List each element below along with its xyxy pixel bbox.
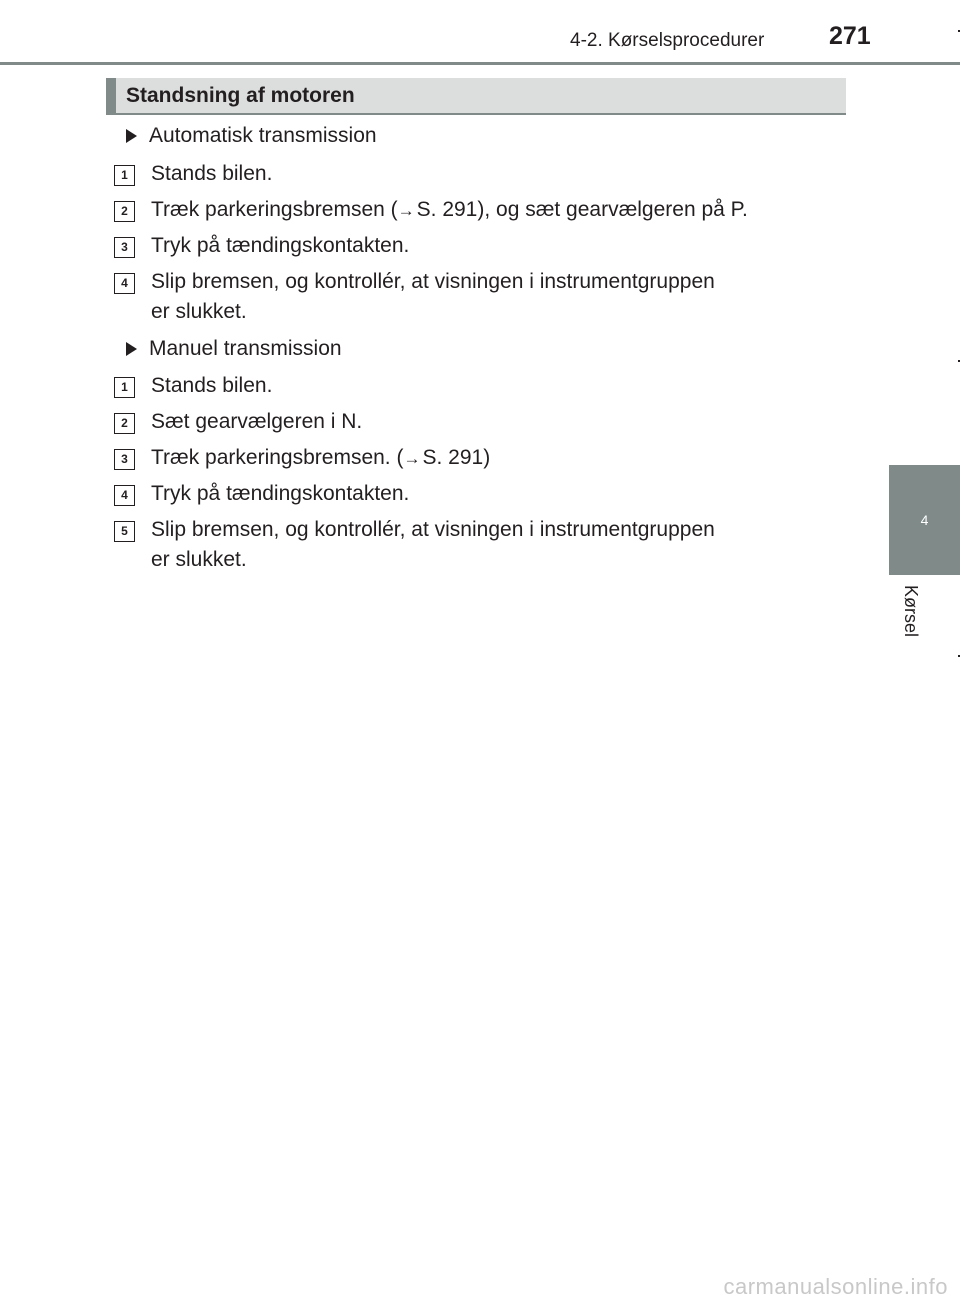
- subheading-automatic: [126, 124, 377, 148]
- step-text: Stands bilen.: [151, 162, 273, 185]
- step-number: 1: [114, 165, 135, 186]
- chapter-tab: [889, 465, 960, 575]
- watermark: carmanualsonline.info: [723, 1274, 948, 1299]
- section-title: 4-2. Kørselsprocedurer: [570, 30, 765, 51]
- step-text: [151, 195, 841, 226]
- subheading-manual: [126, 337, 342, 361]
- page-reference[interactable]: S. 291: [416, 198, 478, 221]
- step-number: 5: [114, 521, 135, 542]
- step-number: 4: [114, 485, 135, 506]
- step-text-line: Slip bremsen, og kontrollér, at visningen i instrumentgruppen: [151, 518, 715, 541]
- step-text: Sæt gearvælgeren i N.: [151, 410, 363, 433]
- step-text-before: Træk parkeringsbremsen (: [151, 198, 398, 221]
- step-text-after: ), og sæt gearvælgeren på P.: [477, 198, 748, 221]
- step-text-line: er slukket.: [151, 548, 247, 571]
- step-text-line: Slip bremsen, og kontrollér, at visningen i instrumentgruppen: [151, 270, 715, 293]
- step-text-after: ): [483, 446, 491, 469]
- step-number: 3: [114, 449, 135, 470]
- step-text-before: Træk parkeringsbremsen. (: [151, 446, 404, 469]
- step-text: [151, 515, 841, 575]
- triangle-bullet-icon: [126, 342, 137, 356]
- arrow-right-icon: →: [403, 449, 421, 468]
- step-text: [151, 443, 841, 474]
- chapter-number: 4: [920, 512, 929, 528]
- step-text-line: er slukket.: [151, 300, 247, 323]
- chapter-label: Kørsel: [901, 585, 921, 638]
- step-text: Tryk på tændingskontakten.: [151, 234, 410, 257]
- subheading-automatic-text: Automatisk transmission: [149, 124, 377, 147]
- page-reference[interactable]: S. 291: [422, 446, 484, 469]
- step-number: 2: [114, 413, 135, 434]
- section-heading-bar: [106, 78, 846, 115]
- step-number: 1: [114, 377, 135, 398]
- arrow-right-icon: →: [397, 201, 415, 220]
- step-text: Tryk på tændingskontakten.: [151, 482, 410, 505]
- step-number: 2: [114, 201, 135, 222]
- subheading-manual-text: Manuel transmission: [149, 337, 342, 360]
- header-divider: [0, 62, 960, 65]
- step-number: 3: [114, 237, 135, 258]
- heading-accent: [106, 78, 116, 113]
- section-heading: Standsning af motoren: [126, 84, 355, 107]
- step-text: Stands bilen.: [151, 374, 273, 397]
- page-number: 271: [829, 22, 871, 50]
- step-text: [151, 267, 841, 327]
- step-number: 4: [114, 273, 135, 294]
- triangle-bullet-icon: [126, 129, 137, 143]
